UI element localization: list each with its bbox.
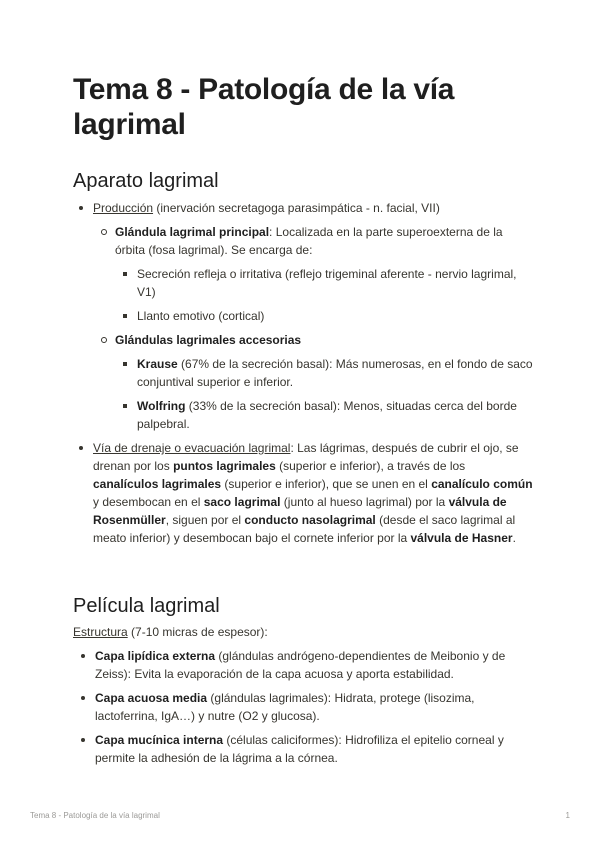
aparato-content (73, 199, 533, 547)
square-bullet-icon (123, 404, 127, 408)
section-heading-aparato: Aparato lagrimal (73, 170, 219, 192)
produccion-text: (inervación secretagoga parasimpática - n. facial, VII) (153, 201, 440, 215)
square-bullet-icon (123, 314, 127, 318)
drenaje-bold: válvula de Rosenmüller (93, 495, 507, 527)
acuosa-text: (glándulas lagrimales): Hidrata, protege (lisozima, lactoferrina, IgA…) y nutre (O2 y glucosa). (95, 691, 475, 723)
list-item-principal (93, 223, 533, 325)
krause-text: (67% de la secreción basal): Más numerosas, en el fondo de saco conjuntival superior e inferior. (137, 357, 533, 389)
principal-title: Glándula lagrimal principal (115, 225, 270, 239)
drenaje-bold: canalículos lagrimales (93, 477, 222, 491)
drenaje-bold: puntos lagrimales (173, 459, 276, 473)
llanto-text: Llanto emotivo (cortical) (137, 309, 265, 323)
bullet-icon (79, 446, 83, 450)
mucinica-title: Capa mucínica interna (95, 733, 224, 747)
drenaje-text: (superior e inferior), que se unen en el (221, 477, 432, 491)
wolfring-title: Wolfring (137, 399, 186, 413)
list-item-drenaje (73, 439, 533, 547)
bullet-icon (79, 206, 83, 210)
lipidica-title: Capa lipídica externa (95, 649, 216, 663)
bullet-icon (81, 654, 85, 658)
drenaje-bold: válvula de Hasner (410, 531, 513, 545)
list-item-mucinica (73, 731, 533, 767)
list-item-wolfring (115, 397, 533, 433)
drenaje-text: (junto al hueso lagrimal) por la (280, 495, 449, 509)
bullet-icon (81, 738, 85, 742)
circle-bullet-icon (101, 337, 107, 343)
produccion-link: Producción (93, 201, 154, 215)
drenaje-bold: saco lagrimal (203, 495, 281, 509)
drenaje-text: (desde el saco lagrimal al meato inferior) y desembocan bajo el cornete inferior por la (93, 513, 516, 545)
page-title: Tema 8 - Patología de la vía lagrimal (73, 73, 455, 141)
mucinica-text: (células caliciformes): Hidrofiliza el epitelio corneal y permite la adhesión de la lágrima a la córnea. (95, 733, 504, 765)
accesorias-title: Glándulas lagrimales accesorias (115, 333, 302, 347)
drenaje-text: : Las lágrimas, después de cubrir el ojo, se drenan por los (93, 441, 519, 473)
wolfring-text: (33% de la secreción basal): Menos, situadas cerca del borde palpebral. (137, 399, 517, 431)
drenaje-text: , siguen por el (165, 513, 245, 527)
principal-text: : Localizada en la parte superoexterna de la órbita (fosa lagrimal). Se encarga de: (115, 225, 503, 257)
bullet-icon (81, 696, 85, 700)
drenaje-text: y desembocan en el (93, 495, 204, 509)
drenaje-bold: conducto nasolagrimal (244, 513, 376, 527)
list-item-lipidica (73, 647, 533, 683)
estructura-link: Estructura (73, 625, 128, 639)
pelicula-content (73, 623, 533, 773)
section-heading-pelicula: Película lagrimal (73, 595, 220, 617)
krause-title: Krause (137, 357, 178, 371)
estructura-text: (7-10 micras de espesor): (127, 625, 268, 639)
list-item-krause (115, 355, 533, 391)
list-item-accesorias (93, 331, 533, 433)
acuosa-title: Capa acuosa media (95, 691, 208, 705)
circle-bullet-icon (101, 229, 107, 235)
footer-title: Tema 8 - Patología de la vía lagrimal (30, 811, 160, 820)
drenaje-text: (superior e inferior), a través de los (275, 459, 466, 473)
square-bullet-icon (123, 272, 127, 276)
secrecion-text: Secreción refleja o irritativa (reflejo trigeminal aferente - nervio lagrimal, V1) (137, 267, 517, 299)
list-item-llanto (115, 307, 533, 325)
list-item-secrecion (115, 265, 533, 301)
page-number: 1 (565, 811, 570, 820)
estructura-line (73, 623, 533, 641)
square-bullet-icon (123, 362, 127, 366)
list-item-produccion (73, 199, 533, 433)
drenaje-bold: canalículo común (431, 477, 533, 491)
drenaje-link: Vía de drenaje o evacuación lagrimal (93, 441, 291, 455)
drenaje-text: . (512, 531, 516, 545)
lipidica-text: (glándulas andrógeno-dependientes de Meibonio y de Zeiss): Evita la evaporación de la capa acuosa y aporta estabilidad. (95, 649, 506, 681)
list-item-acuosa (73, 689, 533, 725)
